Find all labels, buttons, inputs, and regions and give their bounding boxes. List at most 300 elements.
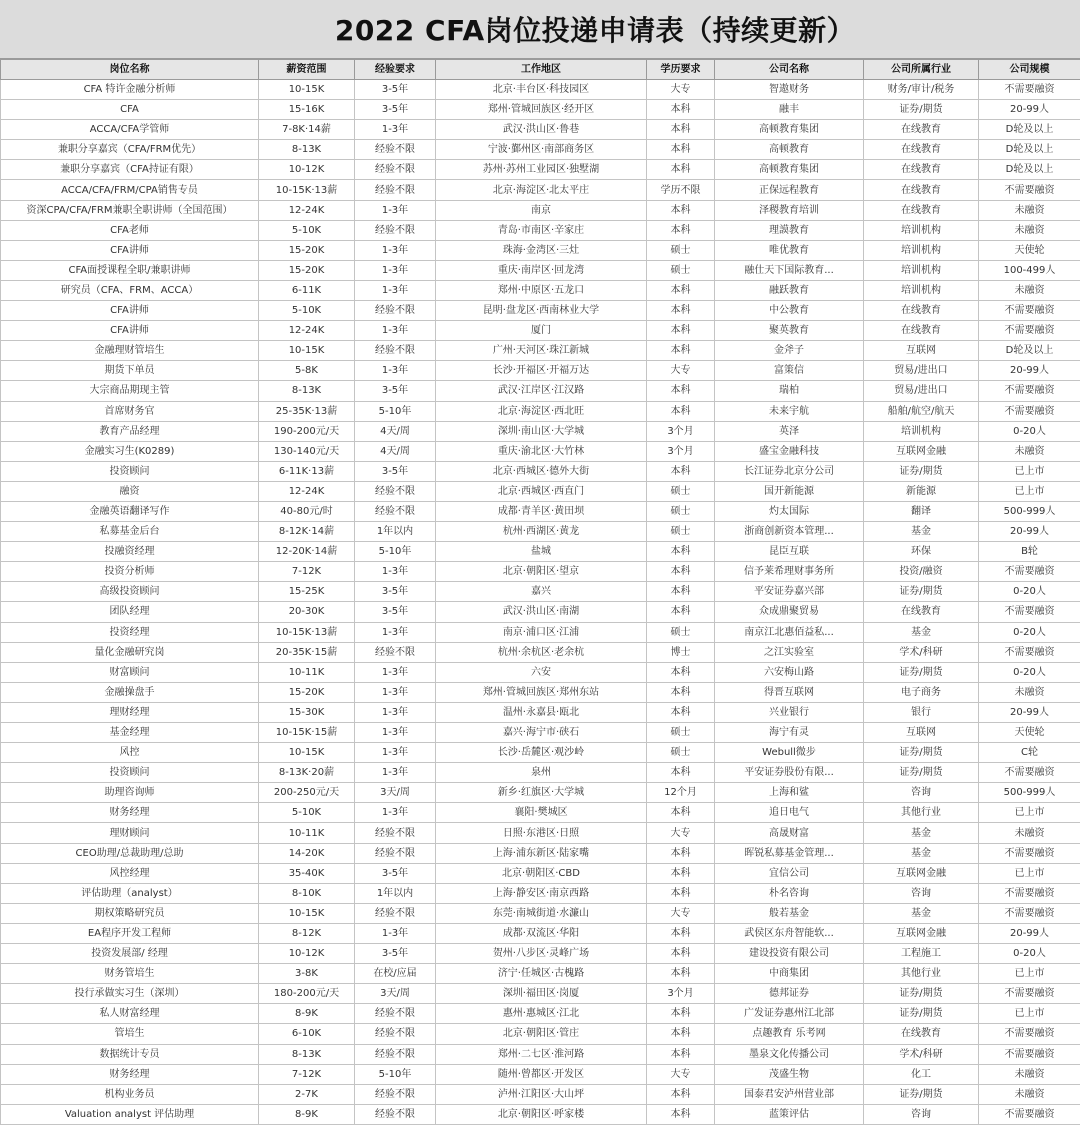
table-row [1, 301, 1080, 321]
title-bar [0, 0, 1080, 59]
cell-salary: 8-9K [259, 1004, 355, 1024]
cell-location: 厦门 [436, 321, 647, 341]
cell-position: CFA 特许金融分析师 [1, 80, 259, 100]
table-row [1, 361, 1080, 381]
cell-company: 中商集团 [715, 964, 864, 984]
cell-education: 本科 [647, 843, 715, 863]
cell-company: 浙商创新资本管理... [715, 522, 864, 542]
cell-position: 投融资经理 [1, 542, 259, 562]
cell-education: 本科 [647, 763, 715, 783]
cell-industry: 其他行业 [864, 964, 979, 984]
cell-industry: 电子商务 [864, 682, 979, 702]
column-header-industry: 公司所属行业 [864, 60, 979, 80]
cell-salary: 20-35K·15薪 [259, 642, 355, 662]
cell-company-size: 不需要融资 [979, 642, 1080, 662]
cell-experience: 1-3年 [355, 562, 436, 582]
cell-company: 泽稷教育培训 [715, 200, 864, 220]
cell-company-size: 未融资 [979, 682, 1080, 702]
cell-position: 高级投资顾问 [1, 582, 259, 602]
cell-salary: 190-200元/天 [259, 421, 355, 441]
cell-position: CFA面授课程全职/兼职讲师 [1, 260, 259, 280]
cell-position: ACCA/CFA/FRM/CPA销售专员 [1, 180, 259, 200]
cell-location: 北京·海淀区·西北旺 [436, 401, 647, 421]
cell-experience: 经验不限 [355, 301, 436, 321]
cell-company: 六安梅山路 [715, 662, 864, 682]
table-row [1, 863, 1080, 883]
cell-company-size: 已上市 [979, 461, 1080, 481]
cell-industry: 翻译 [864, 501, 979, 521]
table-row [1, 501, 1080, 521]
cell-education: 本科 [647, 321, 715, 341]
cell-location: 成都·双流区·华阳 [436, 923, 647, 943]
cell-experience: 1-3年 [355, 763, 436, 783]
cell-salary: 5-10K [259, 220, 355, 240]
cell-education: 本科 [647, 160, 715, 180]
cell-company-size: 20-99人 [979, 361, 1080, 381]
table-row [1, 823, 1080, 843]
cell-position: CEO助理/总裁助理/总助 [1, 843, 259, 863]
cell-education: 大专 [647, 361, 715, 381]
table-row [1, 923, 1080, 943]
cell-experience: 1年以内 [355, 883, 436, 903]
cell-company-size: 未融资 [979, 280, 1080, 300]
cell-position: 投资顾问 [1, 461, 259, 481]
cell-location: 郑州·二七区·淮河路 [436, 1044, 647, 1064]
table-row [1, 120, 1080, 140]
cell-experience: 经验不限 [355, 501, 436, 521]
cell-company: 点趣教育 乐考网 [715, 1024, 864, 1044]
cell-position: 风控经理 [1, 863, 259, 883]
cell-company: 英泽 [715, 421, 864, 441]
cell-industry: 互联网金融 [864, 923, 979, 943]
cell-location: 六安 [436, 662, 647, 682]
cell-experience: 经验不限 [355, 1024, 436, 1044]
cell-location: 珠海·金湾区·三灶 [436, 240, 647, 260]
cell-company: 融跃教育 [715, 280, 864, 300]
cell-location: 北京·朝阳区·呼家楼 [436, 1104, 647, 1124]
cell-company: 智遨财务 [715, 80, 864, 100]
cell-location: 上海·浦东新区·陆家嘴 [436, 843, 647, 863]
cell-salary: 2-7K [259, 1084, 355, 1104]
cell-education: 大专 [647, 823, 715, 843]
cell-industry: 在线教育 [864, 160, 979, 180]
cell-salary: 8-13K [259, 381, 355, 401]
cell-industry: 基金 [864, 843, 979, 863]
cell-company: 融仕天下国际教育... [715, 260, 864, 280]
cell-position: 金融实习生(K0289) [1, 441, 259, 461]
cell-experience: 3-5年 [355, 100, 436, 120]
table-row [1, 964, 1080, 984]
cell-industry: 互联网 [864, 723, 979, 743]
cell-industry: 培训机构 [864, 240, 979, 260]
table-row [1, 280, 1080, 300]
cell-location: 广州·天河区·珠江新城 [436, 341, 647, 361]
cell-salary: 15-20K [259, 240, 355, 260]
cell-education: 本科 [647, 582, 715, 602]
cell-position: 数据统计专员 [1, 1044, 259, 1064]
cell-education: 本科 [647, 461, 715, 481]
cell-company: 瑞柏 [715, 381, 864, 401]
cell-education: 12个月 [647, 783, 715, 803]
cell-location: 武汉·江岸区·江汉路 [436, 381, 647, 401]
cell-salary: 8-13K·20薪 [259, 763, 355, 783]
cell-industry: 贸易/进出口 [864, 381, 979, 401]
cell-industry: 在线教育 [864, 180, 979, 200]
cell-location: 惠州·惠城区·江北 [436, 1004, 647, 1024]
cell-education: 本科 [647, 120, 715, 140]
cell-experience: 1-3年 [355, 702, 436, 722]
cell-salary: 6-11K·13薪 [259, 461, 355, 481]
cell-location: 嘉兴·海宁市·硖石 [436, 723, 647, 743]
cell-salary: 15-30K [259, 702, 355, 722]
cell-position: 财务经理 [1, 1064, 259, 1084]
table-row [1, 1064, 1080, 1084]
cell-industry: 证券/期货 [864, 582, 979, 602]
table-row [1, 723, 1080, 743]
cell-industry: 在线教育 [864, 140, 979, 160]
cell-location: 泸州·江阳区·大山坪 [436, 1084, 647, 1104]
cell-industry: 在线教育 [864, 1024, 979, 1044]
cell-company: 高顿教育 [715, 140, 864, 160]
cell-experience: 1-3年 [355, 240, 436, 260]
cell-education: 本科 [647, 1004, 715, 1024]
cell-education: 本科 [647, 964, 715, 984]
cell-location: 北京·朝阳区·望京 [436, 562, 647, 582]
cell-position: 团队经理 [1, 602, 259, 622]
table-row [1, 401, 1080, 421]
cell-position: 金融英语翻译写作 [1, 501, 259, 521]
cell-industry: 证券/期货 [864, 763, 979, 783]
cell-location: 杭州·西湖区·黄龙 [436, 522, 647, 542]
cell-industry: 在线教育 [864, 321, 979, 341]
cell-experience: 5-10年 [355, 1064, 436, 1084]
cell-salary: 10-15K·13薪 [259, 180, 355, 200]
cell-education: 大专 [647, 903, 715, 923]
table-row [1, 662, 1080, 682]
column-header-salary: 薪资范围 [259, 60, 355, 80]
cell-industry: 咨询 [864, 1104, 979, 1124]
cell-position: 教育产品经理 [1, 421, 259, 441]
cell-industry: 学术/科研 [864, 642, 979, 662]
cell-industry: 互联网金融 [864, 863, 979, 883]
cell-experience: 3-5年 [355, 582, 436, 602]
cell-company-size: 100-499人 [979, 260, 1080, 280]
cell-salary: 180-200元/天 [259, 984, 355, 1004]
cell-position: 理财经理 [1, 702, 259, 722]
cell-company: 般若基金 [715, 903, 864, 923]
cell-position: 基金经理 [1, 723, 259, 743]
cell-salary: 8-9K [259, 1104, 355, 1124]
job-table [0, 59, 1080, 1125]
cell-company: 平安证券嘉兴部 [715, 582, 864, 602]
cell-industry: 培训机构 [864, 421, 979, 441]
column-header-position: 岗位名称 [1, 60, 259, 80]
cell-company-size: D轮及以上 [979, 341, 1080, 361]
cell-industry: 证券/期货 [864, 461, 979, 481]
cell-salary: 8-13K [259, 1044, 355, 1064]
cell-experience: 5-10年 [355, 401, 436, 421]
cell-company: 金斧子 [715, 341, 864, 361]
cell-company: 高晟财富 [715, 823, 864, 843]
table-row [1, 200, 1080, 220]
cell-position: 大宗商品期现主管 [1, 381, 259, 401]
cell-company: 建设投资有限公司 [715, 944, 864, 964]
table-row [1, 783, 1080, 803]
cell-experience: 经验不限 [355, 140, 436, 160]
cell-salary: 200-250元/天 [259, 783, 355, 803]
cell-salary: 10-11K [259, 662, 355, 682]
cell-location: 杭州·余杭区·老余杭 [436, 642, 647, 662]
cell-experience: 1-3年 [355, 321, 436, 341]
cell-company: 朴名咨询 [715, 883, 864, 903]
table-row [1, 160, 1080, 180]
cell-company: 众成鼎聚贸易 [715, 602, 864, 622]
table-row [1, 702, 1080, 722]
cell-company-size: D轮及以上 [979, 140, 1080, 160]
cell-company-size: 不需要融资 [979, 80, 1080, 100]
column-header-location: 工作地区 [436, 60, 647, 80]
cell-experience: 经验不限 [355, 903, 436, 923]
cell-experience: 1-3年 [355, 280, 436, 300]
cell-salary: 15-25K [259, 582, 355, 602]
cell-company: Webull微步 [715, 743, 864, 763]
cell-position: 机构业务员 [1, 1084, 259, 1104]
cell-location: 深圳·南山区·大学城 [436, 421, 647, 441]
cell-salary: 12-24K [259, 481, 355, 501]
cell-experience: 4天/周 [355, 421, 436, 441]
cell-experience: 3天/周 [355, 984, 436, 1004]
cell-industry: 证券/期货 [864, 743, 979, 763]
cell-company: 灼太国际 [715, 501, 864, 521]
cell-education: 大专 [647, 80, 715, 100]
cell-company: 未来宇航 [715, 401, 864, 421]
cell-location: 新乡·红旗区·大学城 [436, 783, 647, 803]
cell-experience: 1-3年 [355, 662, 436, 682]
cell-education: 3个月 [647, 984, 715, 1004]
cell-company-size: 500-999人 [979, 501, 1080, 521]
cell-salary: 25-35K·13薪 [259, 401, 355, 421]
cell-industry: 在线教育 [864, 200, 979, 220]
cell-company: 德邦证券 [715, 984, 864, 1004]
cell-education: 本科 [647, 1044, 715, 1064]
cell-company: 中公教育 [715, 301, 864, 321]
cell-salary: 10-12K [259, 944, 355, 964]
cell-industry: 证券/期货 [864, 984, 979, 1004]
cell-company-size: 500-999人 [979, 783, 1080, 803]
cell-education: 3个月 [647, 421, 715, 441]
table-row [1, 1024, 1080, 1044]
cell-salary: 35-40K [259, 863, 355, 883]
cell-experience: 经验不限 [355, 823, 436, 843]
cell-company: 高顿教育集团 [715, 160, 864, 180]
table-row [1, 944, 1080, 964]
cell-education: 本科 [647, 944, 715, 964]
cell-industry: 新能源 [864, 481, 979, 501]
column-header-company: 公司名称 [715, 60, 864, 80]
cell-company-size: 天使轮 [979, 723, 1080, 743]
cell-position: 财务管培生 [1, 964, 259, 984]
cell-industry: 互联网金融 [864, 441, 979, 461]
cell-company-size: 不需要融资 [979, 1044, 1080, 1064]
table-row [1, 80, 1080, 100]
cell-company: 海宁有灵 [715, 723, 864, 743]
cell-company-size: 不需要融资 [979, 602, 1080, 622]
table-row [1, 743, 1080, 763]
cell-position: 兼职分享嘉宾（CFA持证有限） [1, 160, 259, 180]
cell-education: 本科 [647, 702, 715, 722]
cell-salary: 15-20K [259, 260, 355, 280]
cell-location: 武汉·洪山区·南湖 [436, 602, 647, 622]
cell-education: 3个月 [647, 441, 715, 461]
cell-experience: 1-3年 [355, 743, 436, 763]
cell-position: 量化金融研究岗 [1, 642, 259, 662]
page-title: 2022 CFA岗位投递申请表（持续更新） [335, 9, 855, 49]
cell-position: 投行承做实习生（深圳） [1, 984, 259, 1004]
table-row [1, 542, 1080, 562]
cell-experience: 经验不限 [355, 1084, 436, 1104]
cell-education: 本科 [647, 682, 715, 702]
cell-location: 重庆·渝北区·大竹林 [436, 441, 647, 461]
cell-salary: 20-30K [259, 602, 355, 622]
cell-location: 北京·丰台区·科技园区 [436, 80, 647, 100]
table-row [1, 260, 1080, 280]
cell-experience: 1-3年 [355, 361, 436, 381]
cell-experience: 在校/应届 [355, 964, 436, 984]
cell-location: 武汉·洪山区·鲁巷 [436, 120, 647, 140]
cell-experience: 3-5年 [355, 863, 436, 883]
table-row [1, 763, 1080, 783]
table-row [1, 562, 1080, 582]
cell-company-size: 未融资 [979, 1084, 1080, 1104]
cell-position: 兼职分享嘉宾（CFA/FRM优先） [1, 140, 259, 160]
cell-company-size: 不需要融资 [979, 903, 1080, 923]
table-row [1, 100, 1080, 120]
cell-position: 期货下单员 [1, 361, 259, 381]
table-row [1, 321, 1080, 341]
cell-experience: 1-3年 [355, 803, 436, 823]
cell-company-size: 已上市 [979, 1004, 1080, 1024]
cell-education: 硕士 [647, 501, 715, 521]
cell-education: 本科 [647, 803, 715, 823]
cell-industry: 银行 [864, 702, 979, 722]
cell-education: 硕士 [647, 743, 715, 763]
cell-company-size: 天使轮 [979, 240, 1080, 260]
cell-salary: 10-15K·15薪 [259, 723, 355, 743]
cell-salary: 10-15K [259, 80, 355, 100]
cell-experience: 经验不限 [355, 160, 436, 180]
cell-education: 本科 [647, 301, 715, 321]
table-row [1, 461, 1080, 481]
cell-salary: 5-8K [259, 361, 355, 381]
cell-salary: 3-8K [259, 964, 355, 984]
cell-experience: 经验不限 [355, 180, 436, 200]
cell-position: 风控 [1, 743, 259, 763]
cell-company: 理謨教育 [715, 220, 864, 240]
cell-company: 兴业银行 [715, 702, 864, 722]
cell-company: 晖锐私募基金管理... [715, 843, 864, 863]
table-row [1, 984, 1080, 1004]
cell-experience: 3-5年 [355, 602, 436, 622]
cell-location: 北京·海淀区·北太平庄 [436, 180, 647, 200]
cell-education: 硕士 [647, 522, 715, 542]
cell-company-size: 不需要融资 [979, 1104, 1080, 1124]
table-row [1, 642, 1080, 662]
cell-company: 融丰 [715, 100, 864, 120]
cell-salary: 15-16K [259, 100, 355, 120]
cell-salary: 15-20K [259, 682, 355, 702]
cell-salary: 8-12K [259, 923, 355, 943]
cell-company-size: 未融资 [979, 1064, 1080, 1084]
cell-position: 投资分析师 [1, 562, 259, 582]
cell-location: 北京·西城区·西直门 [436, 481, 647, 501]
cell-company: 武侯区东舟智能软... [715, 923, 864, 943]
cell-salary: 12-24K [259, 321, 355, 341]
table-row [1, 220, 1080, 240]
table-row [1, 341, 1080, 361]
cell-position: 管培生 [1, 1024, 259, 1044]
cell-salary: 5-10K [259, 803, 355, 823]
cell-industry: 在线教育 [864, 120, 979, 140]
cell-location: 盐城 [436, 542, 647, 562]
cell-company: 昆臣互联 [715, 542, 864, 562]
cell-company-size: B轮 [979, 542, 1080, 562]
column-header-experience: 经验要求 [355, 60, 436, 80]
cell-position: CFA讲师 [1, 240, 259, 260]
cell-position: 理财顾问 [1, 823, 259, 843]
cell-industry: 培训机构 [864, 260, 979, 280]
cell-company: 之江实验室 [715, 642, 864, 662]
cell-location: 东莞·南城街道·水濂山 [436, 903, 647, 923]
cell-experience: 经验不限 [355, 1004, 436, 1024]
cell-company: 国开新能源 [715, 481, 864, 501]
cell-position: 私募基金后台 [1, 522, 259, 542]
cell-education: 本科 [647, 883, 715, 903]
table-row [1, 582, 1080, 602]
cell-company-size: D轮及以上 [979, 160, 1080, 180]
cell-salary: 10-15K [259, 341, 355, 361]
cell-salary: 7-12K [259, 562, 355, 582]
cell-company: 追日电气 [715, 803, 864, 823]
cell-company-size: 0-20人 [979, 421, 1080, 441]
cell-position: 金融理财管培生 [1, 341, 259, 361]
cell-experience: 1-3年 [355, 260, 436, 280]
cell-company-size: 0-20人 [979, 944, 1080, 964]
cell-company: 平安证券股份有限... [715, 763, 864, 783]
table-row [1, 180, 1080, 200]
cell-company-size: 不需要融资 [979, 843, 1080, 863]
cell-company-size: D轮及以上 [979, 120, 1080, 140]
cell-position: 财务经理 [1, 803, 259, 823]
cell-education: 本科 [647, 1084, 715, 1104]
cell-company: 国泰君安泸州营业部 [715, 1084, 864, 1104]
cell-company: 唯优教育 [715, 240, 864, 260]
cell-company-size: 0-20人 [979, 662, 1080, 682]
cell-position: CFA讲师 [1, 321, 259, 341]
cell-location: 贺州·八步区·灵峰广场 [436, 944, 647, 964]
cell-position: 研究员（CFA、FRM、ACCA） [1, 280, 259, 300]
cell-education: 本科 [647, 863, 715, 883]
table-row [1, 903, 1080, 923]
cell-position: 期权策略研究员 [1, 903, 259, 923]
cell-education: 本科 [647, 562, 715, 582]
cell-education: 本科 [647, 1024, 715, 1044]
cell-position: 评估助理（analyst） [1, 883, 259, 903]
cell-salary: 10-15K·13薪 [259, 622, 355, 642]
cell-industry: 咨询 [864, 783, 979, 803]
cell-industry: 基金 [864, 522, 979, 542]
cell-salary: 40-80元/时 [259, 501, 355, 521]
cell-industry: 证券/期货 [864, 1084, 979, 1104]
